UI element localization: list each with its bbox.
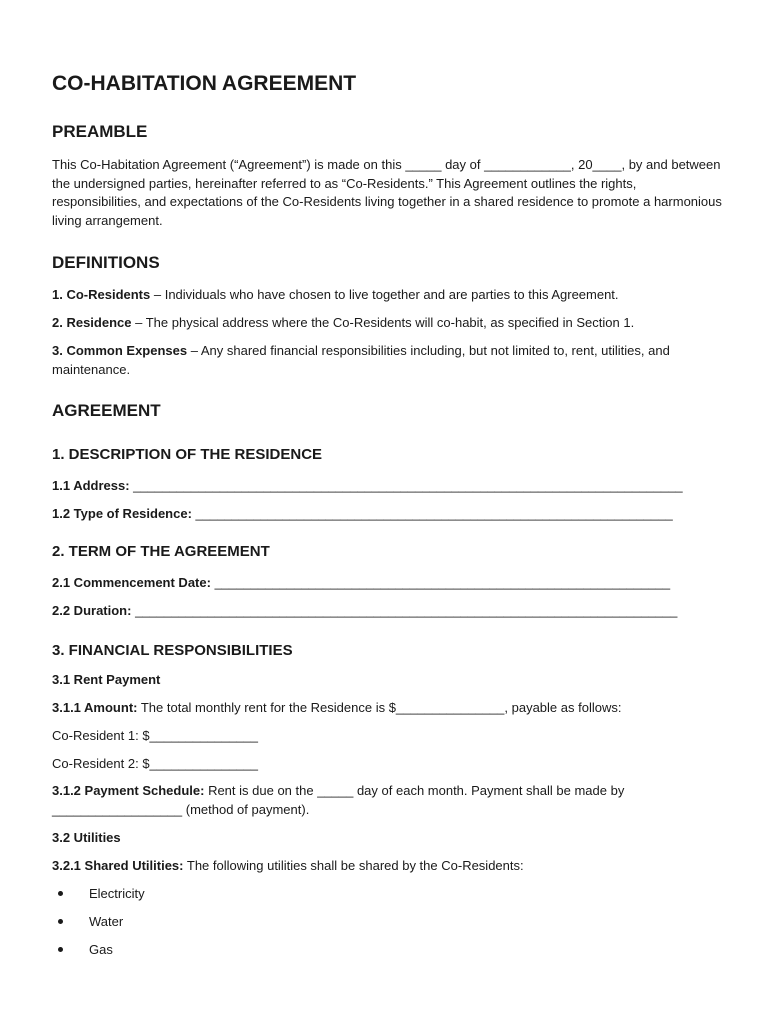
rent-amount-line [52,700,621,715]
definition-text: – Individuals who have chosen to live together and are parties to this Agreement. [150,287,619,302]
address-label: 1.1 Address: [52,478,130,493]
payment-schedule [52,782,724,819]
commencement-label: 2.1 Commencement Date: [52,575,211,590]
payment-schedule-label: 3.1.2 Payment Schedule: [52,783,205,798]
definition-text: – Any shared financial responsibilities including, but not limited to, rent, utilities, and maintenance. [52,343,670,377]
definition-item [52,286,724,305]
shared-utilities-line [52,858,524,873]
commencement-blank: _______________________________________________________________ [210,575,671,590]
definition-item [52,342,724,379]
definition-term: 2. Residence [52,315,132,330]
residence-type-blank: __________________________________________________________________ [191,506,673,521]
duration-field [52,603,677,618]
section-1-heading: 1. DESCRIPTION OF THE RESIDENCE [52,446,323,463]
residence-type-label: 1.2 Type of Residence: [52,506,192,521]
utilities-heading-text: 3.2 Utilities [52,830,121,845]
section-3-heading: 3. FINANCIAL RESPONSIBILITIES [52,642,293,659]
rent-amount-label: 3.1.1 Amount: [52,700,138,715]
address-field [52,478,683,493]
utility-item: Water [89,914,124,929]
bullet-icon [58,947,63,952]
residence-type-field [52,506,673,521]
rent-amount-text: The total monthly rent for the Residence is $_______________, payable as follows: [137,700,622,715]
rent-payment-heading [52,672,160,687]
definition-item [52,314,724,333]
preamble-text: This Co-Habitation Agreement (“Agreement”) is made on this _____ day of ____________, 20____, by and between the undersigned parties, hereinafter referred to as “Co-Residents.” This Agreement outlines the rights, responsibilities, and expectations of the Co-Residents living together in a shared residence to promote a harmonious living arrangement. [52,157,722,228]
utility-item: Electricity [89,886,145,901]
bullet-icon [58,891,63,896]
duration-blank: ___________________________________________________________________________ [131,603,678,618]
agreement-heading: AGREEMENT [52,401,161,420]
shared-utilities-label: 3.2.1 Shared Utilities: [52,858,184,873]
section-2-heading: 2. TERM OF THE AGREEMENT [52,543,270,560]
utilities-heading [52,830,121,845]
shared-utilities-text: The following utilities shall be shared by the Co-Residents: [183,858,524,873]
commencement-field [52,575,670,590]
co-resident-2-share: Co-Resident 2: $_______________ [52,756,259,771]
preamble-heading: PREAMBLE [52,122,148,141]
duration-label: 2.2 Duration: [52,603,132,618]
rent-payment-heading-text: 3.1 Rent Payment [52,672,161,687]
definition-term: 3. Common Expenses [52,343,188,358]
payment-schedule-text: Rent is due on the _____ day of each month. Payment shall be made by __________________ (method of payment). [52,783,625,817]
document-title: CO-HABITATION AGREEMENT [52,72,357,95]
utility-item: Gas [89,942,113,957]
address-blank: ____________________________________________________________________________ [129,478,683,493]
co-resident-1-share: Co-Resident 1: $_______________ [52,728,259,743]
definitions-heading: DEFINITIONS [52,253,160,272]
definition-term: 1. Co-Residents [52,287,151,302]
definition-text: – The physical address where the Co-Residents will co-habit, as specified in Section 1. [131,315,635,330]
bullet-icon [58,919,63,924]
